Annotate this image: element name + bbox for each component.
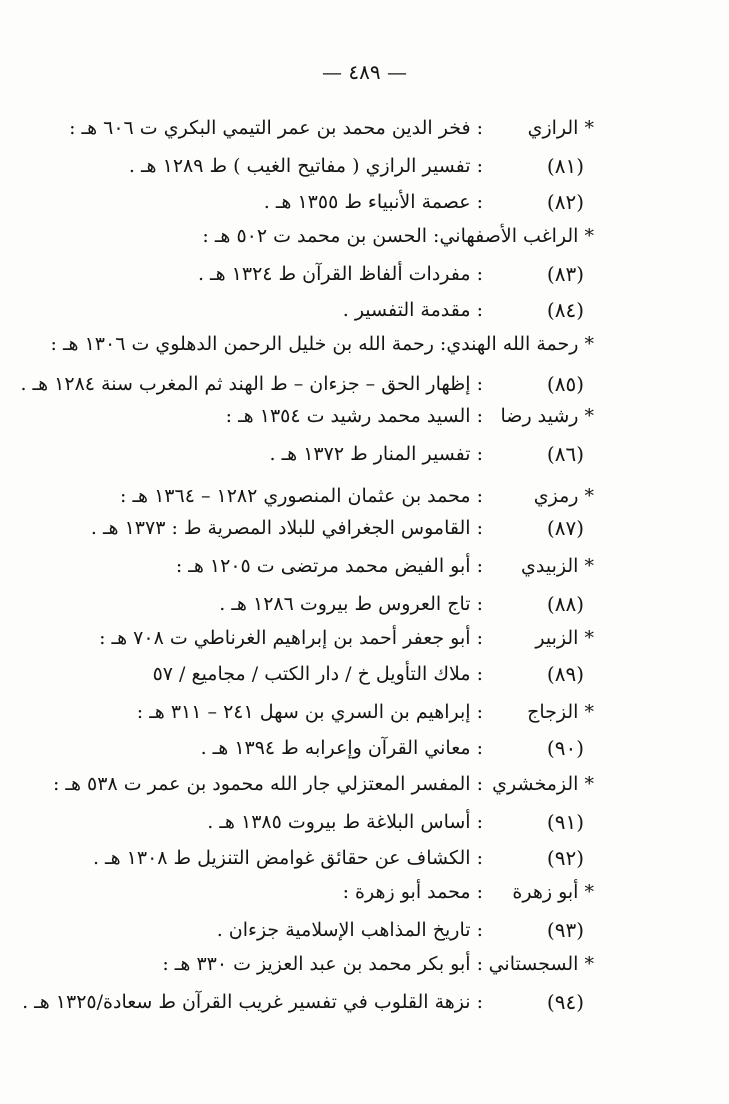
work-title: : مقدمة التفسير . bbox=[342, 299, 483, 321]
author-entry bbox=[0, 620, 729, 656]
author-details: : فخر الدين محمد بن عمر التيمي البكري ت ٦٠٦ هـ : bbox=[69, 117, 483, 139]
work-title: : إظهار الحق – جزءان – ط الهند ثم المغرب سنة ١٢٨٤ هـ . bbox=[20, 373, 483, 395]
author-name: * الزمخشري bbox=[492, 773, 594, 795]
author-entry bbox=[0, 326, 729, 362]
work-number: (٨٤) bbox=[546, 298, 584, 322]
work-number: (٨١) bbox=[546, 154, 584, 178]
work-entry bbox=[0, 366, 729, 402]
author-entry bbox=[0, 398, 729, 434]
work-number: (٨٢) bbox=[546, 190, 584, 214]
author-details: : أبو الفيض محمد مرتضى ت ١٢٠٥ هـ : bbox=[175, 555, 483, 577]
author-entry bbox=[0, 694, 729, 730]
work-title: : مفردات ألفاظ القرآن ط ١٣٢٤ هـ . bbox=[197, 263, 483, 285]
author-entry bbox=[0, 874, 729, 910]
author-entry bbox=[0, 548, 729, 584]
work-entry bbox=[0, 984, 729, 1020]
work-number: (٨٦) bbox=[546, 442, 584, 466]
author-details: : المفسر المعتزلي جار الله محمود بن عمر ت ٥٣٨ هـ : bbox=[52, 773, 483, 795]
author-details: : أبو بكر محمد بن عبد العزيز ت ٣٣٠ هـ : bbox=[162, 953, 483, 975]
work-title: : القاموس الجغرافي للبلاد المصرية ط : ١٣٧٣ هـ . bbox=[90, 517, 483, 539]
work-title: : تاج العروس ط بيروت ١٢٨٦ هـ . bbox=[219, 593, 483, 615]
author-name: * رمزي bbox=[533, 485, 594, 507]
work-number: (٩١) bbox=[546, 810, 584, 834]
work-entry bbox=[0, 510, 729, 546]
author-details: : السيد محمد رشيد ت ١٣٥٤ هـ : bbox=[225, 405, 483, 427]
work-entry bbox=[0, 256, 729, 292]
work-title: : معاني القرآن وإعرابه ط ١٣٩٤ هـ . bbox=[200, 737, 483, 759]
work-entry bbox=[0, 804, 729, 840]
author-details: : أبو جعفر أحمد بن إبراهيم الغرناطي ت ٧٠٨ هـ : bbox=[99, 627, 483, 649]
work-number: (٩٣) bbox=[546, 918, 584, 942]
work-title: : الكشاف عن حقائق غوامض التنزيل ط ١٣٠٨ هـ . bbox=[92, 847, 483, 869]
work-title: : تاريخ المذاهب الإسلامية جزءان . bbox=[216, 919, 483, 941]
work-entry bbox=[0, 840, 729, 876]
work-number: (٩٤) bbox=[546, 990, 584, 1014]
author-details: * الراغب الأصفهاني: الحسن بن محمد ت ٥٠٢ هـ : bbox=[202, 225, 594, 247]
author-name: * الرازي bbox=[527, 117, 594, 139]
work-number: (٨٣) bbox=[546, 262, 584, 286]
author-entry bbox=[0, 766, 729, 802]
author-details: : محمد أبو زهرة : bbox=[342, 881, 483, 903]
page-number: — ٤٨٩ — bbox=[322, 60, 407, 84]
author-name: * السجستاني bbox=[488, 953, 594, 975]
author-name: * أبو زهرة bbox=[512, 881, 594, 903]
work-entry bbox=[0, 730, 729, 766]
work-title: : أساس البلاغة ط بيروت ١٣٨٥ هـ . bbox=[207, 811, 483, 833]
work-entry bbox=[0, 586, 729, 622]
work-entry bbox=[0, 184, 729, 220]
work-entry bbox=[0, 148, 729, 184]
work-entry bbox=[0, 656, 729, 692]
author-name: * الزبير bbox=[535, 627, 594, 649]
author-details: * رحمة الله الهندي: رحمة الله بن خليل الرحمن الدهلوي ت ١٣٠٦ هـ : bbox=[50, 333, 594, 355]
author-entry bbox=[0, 478, 729, 514]
author-entry bbox=[0, 218, 729, 254]
author-entry bbox=[0, 110, 729, 146]
work-number: (٨٨) bbox=[546, 592, 584, 616]
author-details: : إبراهيم بن السري بن سهل ٢٤١ – ٣١١ هـ : bbox=[136, 701, 483, 723]
author-details: : محمد بن عثمان المنصوري ١٢٨٢ – ١٣٦٤ هـ : bbox=[120, 485, 483, 507]
author-name: * الزجاج bbox=[527, 701, 594, 723]
work-title: : عصمة الأنبياء ط ١٣٥٥ هـ . bbox=[263, 191, 483, 213]
work-number: (٨٥) bbox=[546, 372, 584, 396]
author-name: * رشيد رضا bbox=[500, 405, 594, 427]
work-title: : ملاك التأويل خ / دار الكتب / مجاميع / ٥٧ bbox=[152, 663, 483, 685]
work-number: (٩٢) bbox=[546, 846, 584, 870]
work-title: : نزهة القلوب في تفسير غريب القرآن ط سعادة/١٣٢٥ هـ . bbox=[22, 991, 483, 1013]
author-name: * الزبيدي bbox=[521, 555, 594, 577]
author-entry bbox=[0, 946, 729, 982]
work-title: : تفسير المنار ط ١٣٧٢ هـ . bbox=[269, 443, 483, 465]
work-title: : تفسير الرازي ( مفاتيح الغيب ) ط ١٢٨٩ هـ . bbox=[128, 155, 483, 177]
work-entry bbox=[0, 912, 729, 948]
work-number: (٨٧) bbox=[546, 516, 584, 540]
work-number: (٨٩) bbox=[546, 662, 584, 686]
work-entry bbox=[0, 292, 729, 328]
work-number: (٩٠) bbox=[546, 736, 584, 760]
work-entry bbox=[0, 436, 729, 472]
